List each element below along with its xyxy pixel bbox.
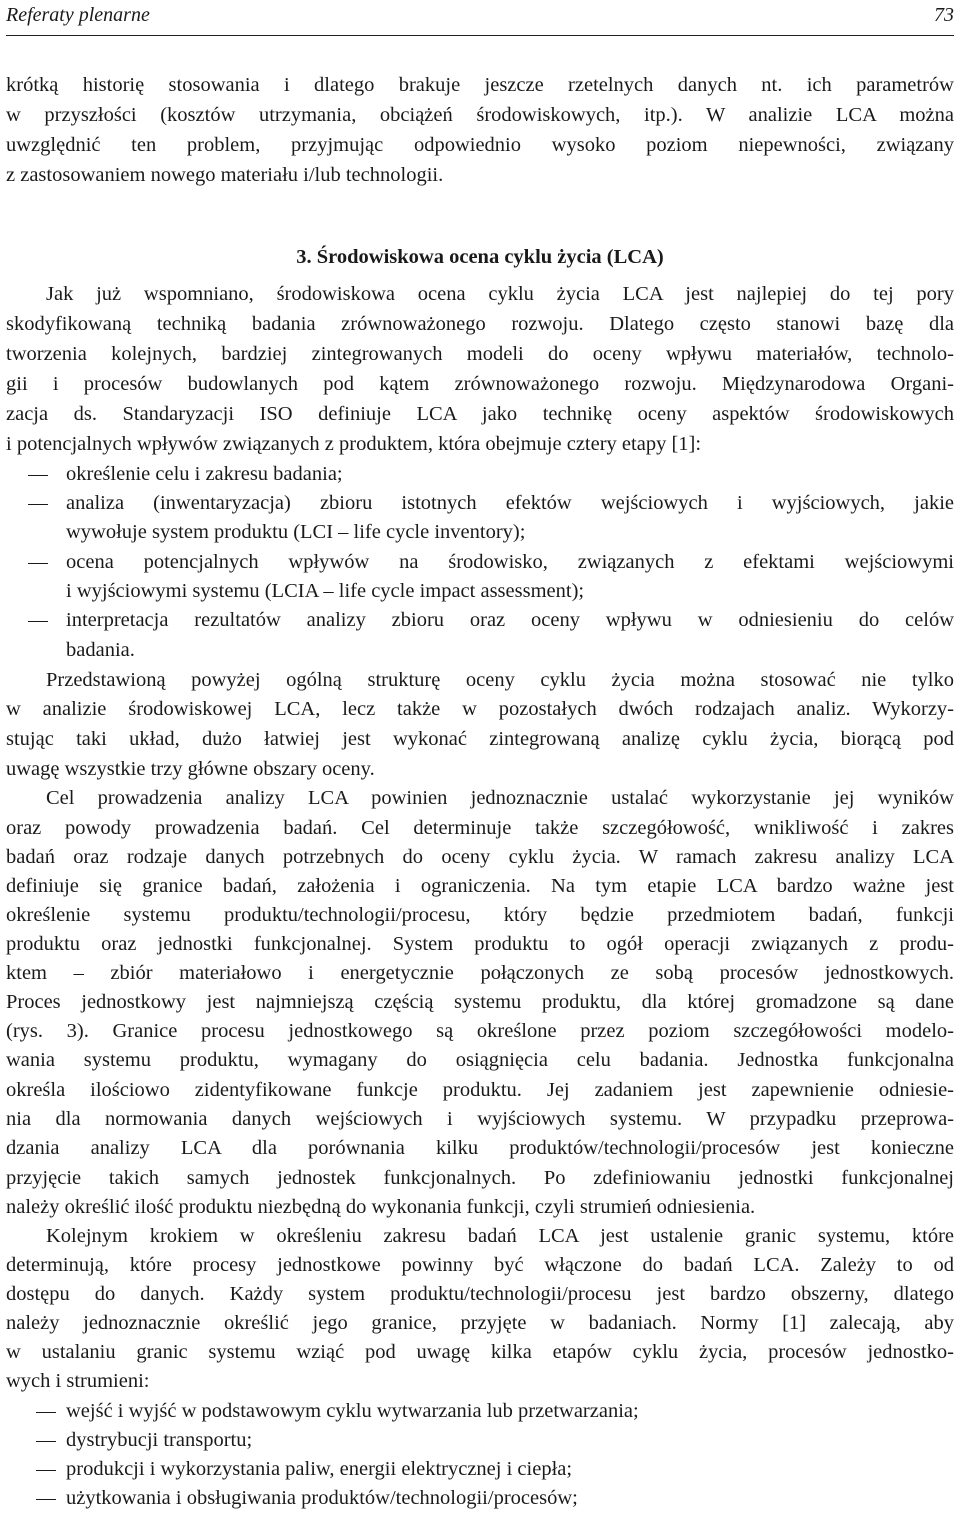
list-dash-icon <box>36 1441 56 1442</box>
page-number: 73 <box>934 3 954 26</box>
text-line: gii i procesów budowlanych pod kątem zrównoważonego rozwoju. Międzynarodowa Organi- <box>6 373 954 395</box>
list-dash-icon <box>36 1412 56 1413</box>
list-item-line: ocena potencjalnych wpływów na środowisko, związanych z efektami wejściowymi <box>66 551 954 573</box>
list-dash-icon <box>28 475 48 476</box>
text-line: określenie systemu produktu/technologii/procesu, który będzie przedmiotem badań, funkcji <box>6 904 954 926</box>
text-line: zacja ds. Standaryzacji ISO definiuje LCA jako technikę oceny aspektów środowiskowych <box>6 403 954 425</box>
text-line: z zastosowaniem nowego materiału i/lub technologii. <box>6 164 444 186</box>
text-line: stując taki układ, dużo łatwiej jest wykonać zintegrowaną analizę cyklu życia, biorącą pod <box>6 728 954 750</box>
list-item-line: użytkowania i obsługiwania produktów/technologii/procesów; <box>66 1487 578 1509</box>
text-line: należy jednoznacznie określić jego granice, przyjęte w badaniach. Normy [1] zalecają, aby <box>6 1312 954 1334</box>
text-line: uwagę wszystkie trzy główne obszary oceny. <box>6 758 375 780</box>
text-line: w ustalaniu granic systemu wziąć pod uwagę kilka etapów cyklu życia, procesów jednostko- <box>6 1341 954 1363</box>
running-header <box>6 0 954 30</box>
list-dash-icon <box>28 621 48 622</box>
text-line: Cel prowadzenia analizy LCA powinien jednoznacznie ustalać wykorzystanie jej wyników <box>46 787 954 809</box>
text-line: i wyjściowymi systemu (LCIA – life cycle impact assessment); <box>66 580 585 602</box>
header-rule <box>6 35 954 36</box>
text-line: określa ilościowo zidentyfikowane funkcje produktu. Jej zadaniem jest zapewnienie odniesie- <box>6 1079 954 1101</box>
text-line: oraz powody prowadzenia badań. Cel determinuje także szczegółowość, wnikliwość i zakres <box>6 817 954 839</box>
text-line: wych i strumieni: <box>6 1370 150 1392</box>
list-dash-icon <box>28 563 48 564</box>
list-dash-icon <box>36 1470 56 1471</box>
list-item-line: interpretacja rezultatów analizy zbioru oraz oceny wpływu w odniesieniu do celów <box>66 609 954 631</box>
list-item-line: określenie celu i zakresu badania; <box>66 463 343 485</box>
text-line: skodyfikowaną techniką badania zrównoważonego rozwoju. Dlatego często stanowi bazę dla <box>6 313 954 335</box>
list-dash-icon <box>36 1499 56 1500</box>
text-line: definiuje się granice badań, założenia i ograniczenia. Na tym etapie LCA bardzo ważne jest <box>6 875 954 897</box>
text-line: badań oraz rodzaje danych potrzebnych do oceny cyklu życia. W ramach zakresu analizy LCA <box>6 846 954 868</box>
list-item-line: produkcji i wykorzystania paliw, energii elektrycznej i ciepła; <box>66 1458 573 1480</box>
section-heading: 3. Środowiskowa ocena cyklu życia (LCA) <box>296 246 664 268</box>
text-line: i potencjalnych wpływów związanych z produktem, która obejmuje cztery etapy [1]: <box>6 433 702 455</box>
list-item-line: wejść i wyjść w podstawowym cyklu wytwarzania lub przetwarzania; <box>66 1400 639 1422</box>
text-line: wania systemu produktu, wymagany do osiągnięcia celu badania. Jednostka funkcjonalna <box>6 1049 954 1071</box>
text-line: wywołuje system produktu (LCI – life cycle inventory); <box>66 521 526 543</box>
text-line: przyjęcie takich samych jednostek funkcjonalnych. Po zdefiniowaniu jednostki funkcjonalnej <box>6 1167 954 1189</box>
list-item-line: analiza (inwentaryzacja) zbioru istotnych efektów wejściowych i wyjściowych, jakie <box>66 492 954 514</box>
text-line: Przedstawioną powyżej ogólną strukturę oceny cyklu życia można stosować nie tylko <box>46 669 954 691</box>
text-line: (rys. 3). Granice procesu jednostkowego są określone przez poziom szczegółowości modelo- <box>6 1020 954 1042</box>
journal-section-title: Referaty plenarne <box>6 3 150 26</box>
text-line: krótką historię stosowania i dlatego brakuje jeszcze rzetelnych danych nt. ich parametrów <box>6 74 954 96</box>
text-line: w analizie środowiskowej LCA, lecz także w pozostałych dwóch rodzajach analiz. Wykorzy- <box>6 698 954 720</box>
list-dash-icon <box>28 504 48 505</box>
text-line: dostępu do danych. Każdy system produktu/technologii/procesu jest bardzo obszerny, dlatego <box>6 1283 954 1305</box>
text-line: nia dla normowania danych wejściowych i wyjściowych systemu. W przypadku przeprowa- <box>6 1108 954 1130</box>
text-line: ktem – zbiór materiałowo i energetycznie połączonych ze sobą procesów jednostkowych. <box>6 962 954 984</box>
text-line: Proces jednostkowy jest najmniejszą częścią systemu produktu, dla której gromadzone są dane <box>6 991 954 1013</box>
text-line: badania. <box>66 639 135 661</box>
text-line: Kolejnym krokiem w określeniu zakresu badań LCA jest ustalenie granic systemu, które <box>46 1225 954 1247</box>
text-line: Jak już wspomniano, środowiskowa ocena cyklu życia LCA jest najlepiej do tej pory <box>46 283 954 305</box>
text-line: dzania analizy LCA dla porównania kilku produktów/technologii/procesów jest konieczne <box>6 1137 954 1159</box>
text-line: uwzględnić ten problem, przyjmując odpowiednio wysoko poziom niepewności, związany <box>6 134 954 156</box>
list-item-line: dystrybucji transportu; <box>66 1429 253 1451</box>
text-line: w przyszłości (kosztów utrzymania, obciążeń środowiskowych, itp.). W analizie LCA można <box>6 104 954 126</box>
text-line: determinują, które procesy jednostkowe powinny być włączone do badań LCA. Zależy to od <box>6 1254 954 1276</box>
text-line: tworzenia kolejnych, bardziej zintegrowanych modeli do oceny wpływu materiałów, technolo- <box>6 343 954 365</box>
text-line: należy określić ilość produktu niezbędną do wykonania funkcji, czyli strumień odniesienia. <box>6 1196 756 1218</box>
text-line: produktu oraz jednostki funkcjonalnej. System produktu to ogół operacji związanych z produ- <box>6 933 954 955</box>
